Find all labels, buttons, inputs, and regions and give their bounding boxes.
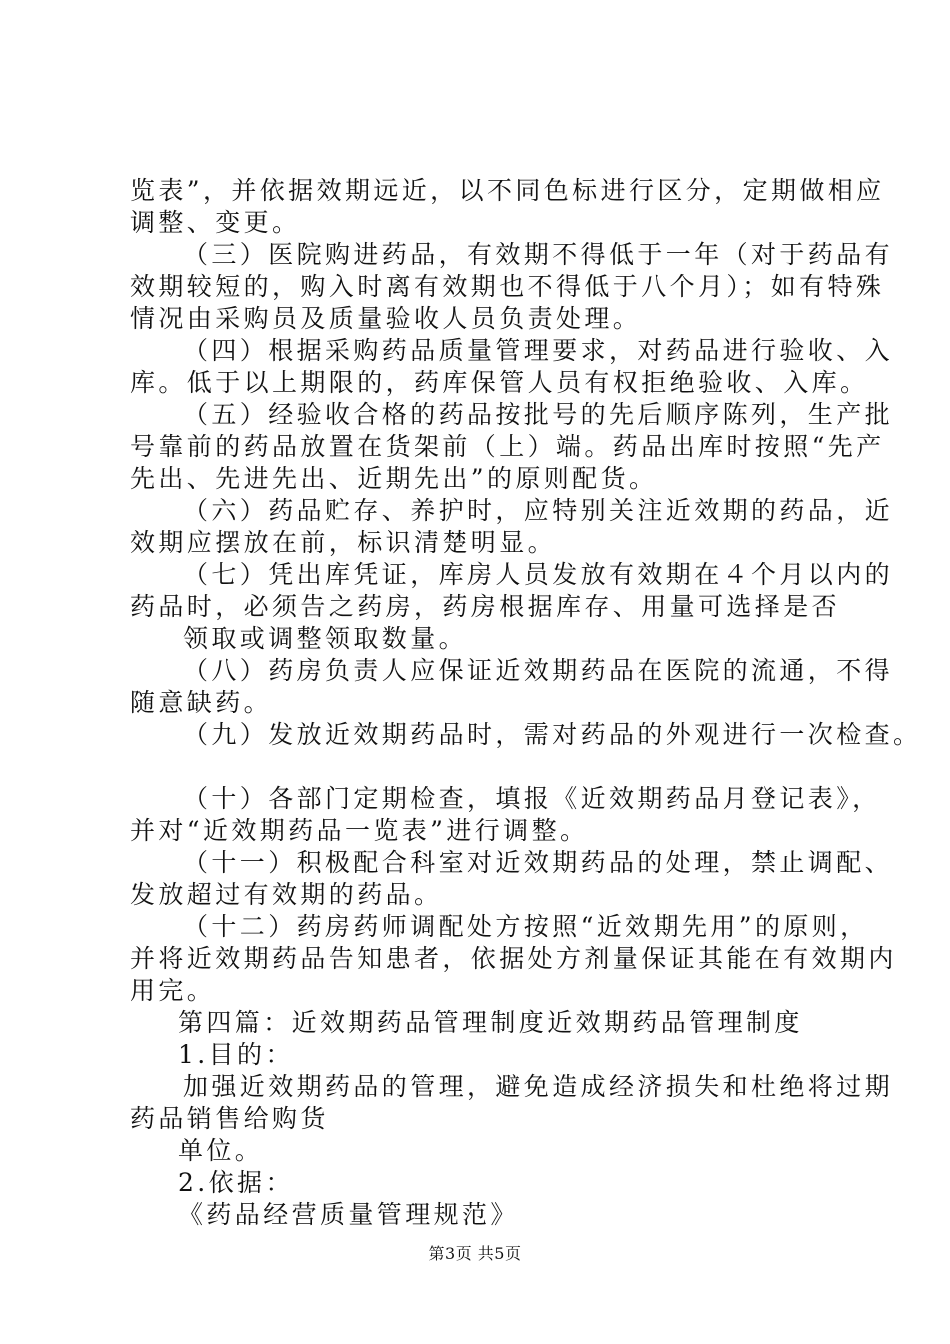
text-line: （八）药房负责人应保证近效期药品在医院的流通，不得 [183, 656, 894, 685]
text-line: 并对“近效期药品一览表”进行调整。 [130, 816, 589, 845]
text-line: 随意缺药。 [130, 688, 273, 717]
text-line: 先出、先进先出、近期先出”的原则配货。 [130, 464, 658, 493]
text-line: （十）各部门定期检查，填报《近效期药品月登记表》， [183, 784, 881, 813]
text-line: （十一）积极配合科室对近效期药品的处理，禁止调配、 [183, 848, 894, 877]
text-line: 发放超过有效期的药品。 [130, 880, 443, 909]
text-line: 调整、变更。 [130, 208, 301, 237]
text-line: 2.依据： [178, 1168, 294, 1197]
text-line: （四）根据采购药品质量管理要求，对药品进行验收、入 [183, 336, 894, 365]
text-line: 并将近效期药品告知患者，依据处方剂量保证其能在有效期内 [130, 944, 897, 973]
text-line: 效期较短的，购入时离有效期也不得低于八个月）；如有特殊 [130, 272, 885, 301]
text-line: 情况由采购员及质量验收人员负责处理。 [130, 304, 642, 333]
text-line: 用完。 [130, 976, 216, 1005]
text-line: （三）医院购进药品，有效期不得低于一年（对于药品有 [183, 240, 894, 269]
text-line: 1.目的： [178, 1040, 294, 1069]
text-line: 览表”，并依据效期远近，以不同色标进行区分，定期做相应 [130, 176, 885, 205]
text-line: 领取或调整领取数量。 [183, 624, 468, 653]
text-line: 库。低于以上期限的，药库保管人员有权拒绝验收、入库。 [130, 368, 869, 397]
text-line: 药品销售给购货 [130, 1104, 329, 1133]
page-number: 第3页 共5页 [428, 1244, 522, 1263]
text-line: （六）药品贮存、养护时，应特别关注近效期的药品，近 [183, 496, 894, 525]
text-line: 加强近效期药品的管理，避免造成经济损失和杜绝将过期 [183, 1072, 894, 1101]
section-heading: 第四篇：近效期药品管理制度近效期药品管理制度 [178, 1008, 803, 1037]
text-line: 号靠前的药品放置在货架前（上）端。药品出库时按照“先产 [130, 432, 885, 461]
text-line: （五）经验收合格的药品按批号的先后顺序陈列，生产批 [183, 400, 894, 429]
text-line: （七）凭出库凭证，库房人员发放有效期在４个月以内的 [183, 560, 894, 589]
text-line: （十二）药房药师调配处方按照“近效期先用”的原则， [183, 912, 869, 941]
text-line: 药品时，必须告之药房，药房根据库存、用量可选择是否 [130, 592, 841, 621]
text-line: （九）发放近效期药品时，需对药品的外观进行一次检查。 [183, 720, 922, 749]
text-line: 《药品经营质量管理规范》 [178, 1200, 519, 1229]
text-line: 效期应摆放在前，标识清楚明显。 [130, 528, 557, 557]
text-line: 单位。 [178, 1136, 264, 1165]
